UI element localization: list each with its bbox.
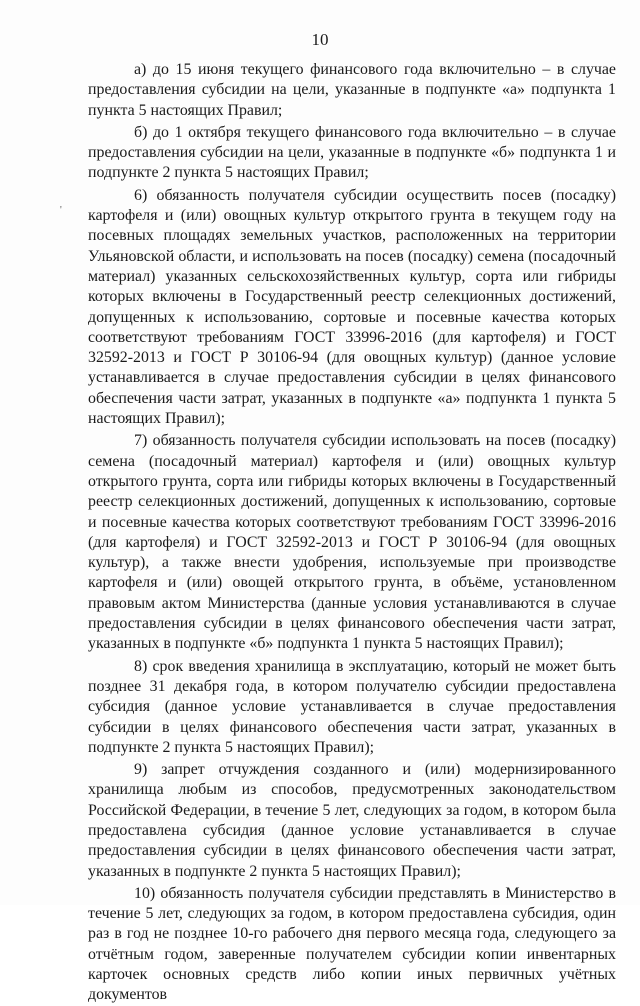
paragraph-7: 7) обязанность получателя субсидии использовать на посев (посадку) семена (посадочный материал) картофеля и (или) овощных культур открытого грунта, сорта или гибриды которых включены в Государственный реестр селекционных достижений, допущенных к использованию, сортовые и посевные качества которых соответствуют требованиям ГОСТ 33996-2016 (для картофеля) и ГОСТ 32592-2013 и ГОСТ Р 30106-94 (для овощных культур), а также внести удобрения, используемые при производстве картофеля и (или) овощей открытого грунта, в объёме, установленном правовым актом Министерства (данные условия устанавливаются в случае предоставления субсидии в целях финансового обеспечения части затрат, указанных в подпункте «б» подпункта 1 пункта 5 настоящих Правил); bbox=[88, 432, 616, 653]
paragraph-10: 10) обязанность получателя субсидии представлять в Министерство в течение 5 лет, следующих за годом, в котором предоставлена субсидия, один раз в год не позднее 10-го рабочего дня первого месяца года, следующего за отчётным годом, заверенные получателем субсидии копии инвентарных карточек основных средств либо копии иных первичных учётных документов bbox=[88, 884, 616, 1004]
document-body bbox=[88, 60, 616, 1006]
paragraph-8: 8) срок введения хранилища в эксплуатацию, который не может быть позднее 31 декабря года, в котором получателю субсидии предоставлена субсидия (данное условие устанавливается в случае предоставления субсидии в целях финансового обеспечения части затрат, указанных в подпункте 2 пункта 5 настоящих Правил); bbox=[88, 657, 616, 756]
paragraph-b: б) до 1 октября текущего финансового года включительно – в случае предоставления субсидии на цели, указанные в подпункте «б» подпункта 1 и подпункте 2 пункта 5 настоящих Правил; bbox=[88, 123, 616, 182]
paragraph-9: 9) запрет отчуждения созданного и (или) модернизированного хранилища любым из способов, предусмотренных законодательством Российской Федерации, в течение 5 лет, следующих за годом, в котором была предоставлена субсидия (данное условие устанавливается в случае предоставления субсидии в целях финансового обеспечения части затрат, указанных в подпункте 2 пункта 5 настоящих Правил); bbox=[88, 761, 616, 880]
page-number: 10 bbox=[311, 30, 329, 49]
paragraph-a: а) до 15 июня текущего финансового года включительно – в случае предоставления субсидии на цели, указанные в подпункте «а» подпункта 1 пункта 5 настоящих Правил; bbox=[88, 61, 616, 119]
paragraph-6: 6) обязанность получателя субсидии осуществить посев (посадку) картофеля и (или) овощных культур открытого грунта в текущем году на посевных площадях земельных участков, расположенных на территории Ульяновской области, и использовать на посев (посадку) семена (посадочный материал) указанных сельскохозяйственных культур, сорта или гибриды которых включены в Государственный реестр селекционных достижений, допущенных к использованию, сортовые и посевные качества которых соответствуют требованиям ГОСТ 33996-2016 (для картофеля) и ГОСТ 32592-2013 и ГОСТ Р 30106-94 (для овощных культур) (данное условие устанавливается в случае предоставления субсидии в целях финансового обеспечения части затрат, указанных в подпункте «а» подпункта 1 пункта 5 настоящих Правил); bbox=[88, 186, 616, 428]
margin-mark: ' bbox=[60, 205, 62, 216]
